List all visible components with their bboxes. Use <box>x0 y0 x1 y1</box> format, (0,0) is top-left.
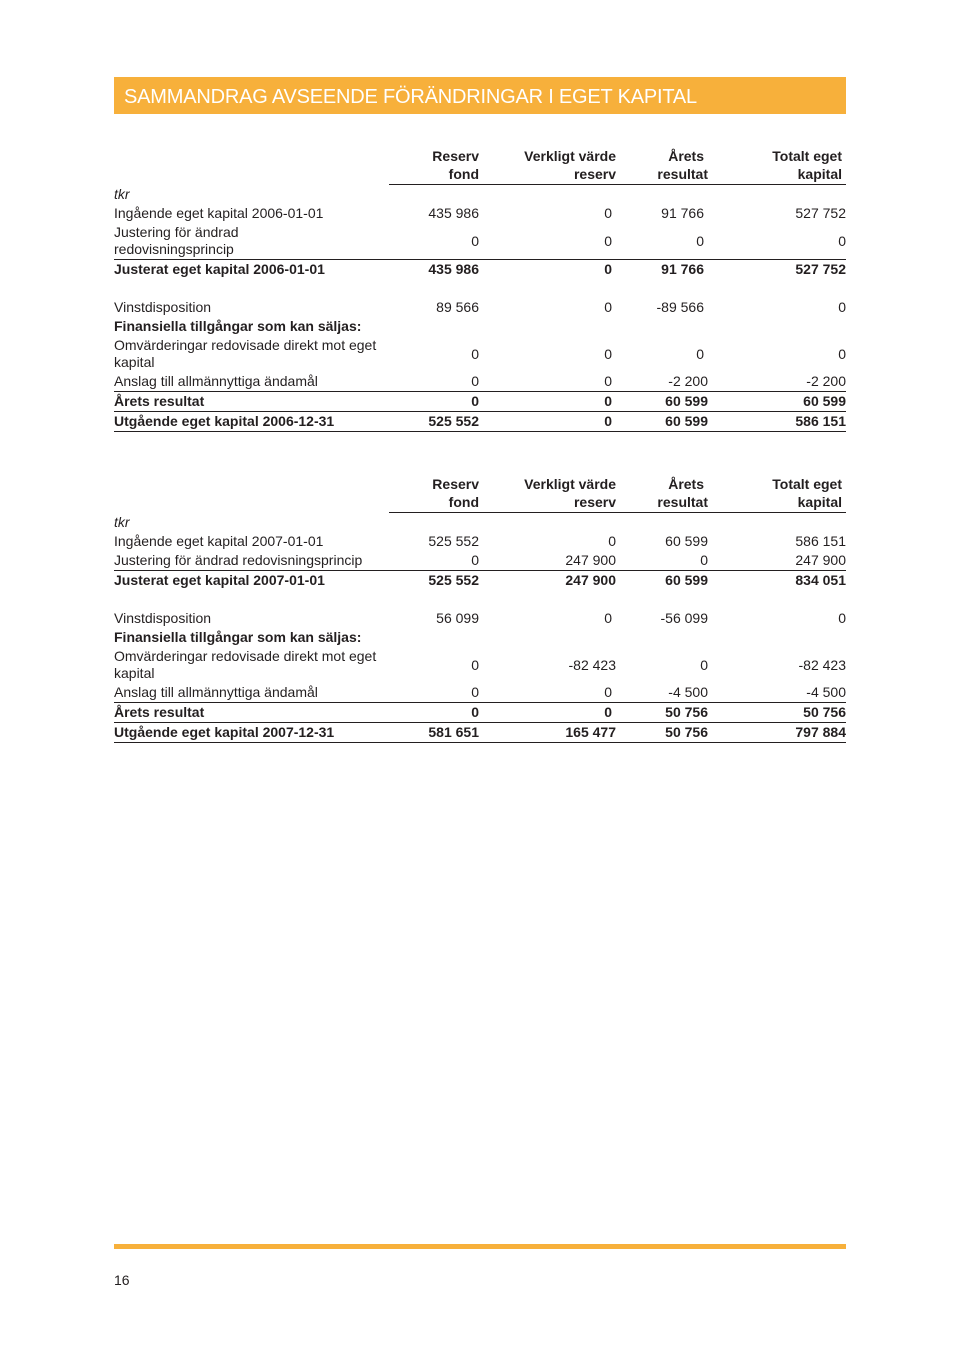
footer-rule <box>114 1244 846 1249</box>
cell-totalt: 0 <box>838 610 846 626</box>
row-label: Finansiella tillgångar som kan säljas: <box>114 318 362 334</box>
cell-arets: 60 599 <box>665 572 708 588</box>
cell-totalt: 797 884 <box>708 723 846 743</box>
cell-verkligt: 247 900 <box>565 572 616 588</box>
cell-verkligt: 0 <box>604 261 612 277</box>
cell-arets: 0 <box>616 551 708 571</box>
cell-reserv: 435 986 <box>428 205 479 221</box>
header-reserv-line1: Reserv <box>432 148 479 164</box>
table-row <box>114 609 846 628</box>
cell-arets: -2 200 <box>616 372 708 392</box>
row-label: Anslag till allmännyttiga ändamål <box>114 372 389 392</box>
cell-arets: 91 766 <box>661 205 704 221</box>
table-row <box>114 392 846 412</box>
row-label: Utgående eget kapital 2006-12-31 <box>114 412 389 432</box>
cell-totalt: 60 599 <box>708 392 846 412</box>
table-row <box>114 532 846 551</box>
cell-totalt: -2 200 <box>708 372 846 392</box>
cell-totalt: 586 151 <box>708 412 846 432</box>
header-reserv-line1: Reserv <box>432 476 479 492</box>
cell-verkligt: 0 <box>604 610 612 626</box>
header-arets-line1: Årets <box>668 148 704 164</box>
cell-totalt: 50 756 <box>708 703 846 723</box>
cell-arets: 60 599 <box>616 392 708 412</box>
table-row <box>114 204 846 223</box>
table-row <box>114 551 846 571</box>
cell-reserv: 0 <box>471 656 479 673</box>
cell-verkligt: -82 423 <box>568 656 616 673</box>
cell-reserv: 525 552 <box>389 412 479 432</box>
cell-reserv: 89 566 <box>436 299 479 315</box>
section-title: SAMMANDRAG AVSEENDE FÖRÄNDRINGAR I EGET KAPITAL <box>124 86 697 108</box>
unit-label: tkr <box>114 514 130 530</box>
cell-totalt: 0 <box>838 299 846 315</box>
cell-arets: 0 <box>700 656 708 673</box>
row-label <box>114 647 389 683</box>
header-totalt-line1: Totalt eget <box>772 148 842 164</box>
cell-totalt: 527 752 <box>795 205 846 221</box>
cell-totalt: 0 <box>838 345 846 362</box>
cell-verkligt: 0 <box>479 683 616 703</box>
table-row <box>114 317 846 336</box>
cell-verkligt: 0 <box>608 533 616 549</box>
cell-arets: -56 099 <box>660 610 708 626</box>
row-label: Justering för ändrad redovisningsprincip <box>114 551 389 571</box>
row-label <box>114 223 389 260</box>
cell-verkligt: 0 <box>479 223 616 260</box>
header-blank <box>114 474 389 493</box>
header-reserv-line2: fond <box>389 165 479 185</box>
row-label-text: Justering för ändrad redovisningsprincip <box>114 224 239 257</box>
cell-reserv: 525 552 <box>428 533 479 549</box>
row-label-text: Omvärderingar redovisade direkt mot eget kapital <box>114 648 377 681</box>
equity-table <box>114 474 846 743</box>
header-arets-line2: resultat <box>616 165 708 185</box>
cell-arets: -4 500 <box>616 683 708 703</box>
spacer <box>114 590 846 609</box>
cell-arets: 60 599 <box>665 533 708 549</box>
cell-arets: 50 756 <box>616 703 708 723</box>
cell-verkligt: 247 900 <box>479 551 616 571</box>
cell-totalt: 834 051 <box>795 572 846 588</box>
cell-reserv: 56 099 <box>436 610 479 626</box>
equity-table-2007 <box>114 474 846 743</box>
cell-totalt: -82 423 <box>798 656 846 673</box>
table-row <box>114 223 846 260</box>
table-row <box>114 703 846 723</box>
header-blank <box>114 146 389 165</box>
row-label: Vinstdisposition <box>114 610 212 626</box>
cell-totalt: 586 151 <box>795 533 846 549</box>
cell-arets: 0 <box>696 345 704 362</box>
cell-verkligt: 0 <box>604 299 612 315</box>
header-verkligt-line1: Verkligt värde <box>524 476 616 492</box>
cell-verkligt: 0 <box>479 372 616 392</box>
cell-verkligt: 0 <box>479 703 616 723</box>
header-blank <box>114 493 389 513</box>
spacer <box>114 279 846 298</box>
cell-totalt: 247 900 <box>708 551 846 571</box>
cell-totalt: -4 500 <box>708 683 846 703</box>
row-label: Justerat eget kapital 2006-01-01 <box>114 261 325 277</box>
row-label: Justerat eget kapital 2007-01-01 <box>114 572 325 588</box>
row-label: Ingående eget kapital 2006-01-01 <box>114 205 324 221</box>
cell-reserv: 0 <box>389 223 479 260</box>
header-verkligt-line2: reserv <box>479 493 616 513</box>
cell-verkligt: 0 <box>604 205 612 221</box>
row-label: Utgående eget kapital 2007-12-31 <box>114 723 389 743</box>
cell-reserv: 0 <box>389 392 479 412</box>
cell-totalt: 0 <box>708 223 846 260</box>
table-row <box>114 412 846 432</box>
cell-verkligt: 0 <box>479 392 616 412</box>
cell-verkligt: 0 <box>604 345 612 362</box>
table-row <box>114 683 846 703</box>
header-arets-line2: resultat <box>616 493 708 513</box>
header-totalt-line2: kapital <box>708 493 846 513</box>
header-reserv-line2: fond <box>389 493 479 513</box>
cell-reserv: 0 <box>389 703 479 723</box>
header-blank <box>114 165 389 185</box>
cell-arets: 50 756 <box>616 723 708 743</box>
table-row <box>114 628 846 647</box>
row-label-text: Omvärderingar redovisade direkt mot eget kapital <box>114 337 377 370</box>
header-totalt-line2: kapital <box>708 165 846 185</box>
equity-table <box>114 146 846 432</box>
header-verkligt-line2: reserv <box>479 165 616 185</box>
cell-arets: -89 566 <box>656 299 704 315</box>
row-label: Årets resultat <box>114 392 389 412</box>
cell-reserv: 0 <box>471 345 479 362</box>
cell-verkligt: 165 477 <box>479 723 616 743</box>
cell-reserv: 0 <box>389 683 479 703</box>
cell-arets: 60 599 <box>616 412 708 432</box>
cell-arets: 91 766 <box>661 261 704 277</box>
header-totalt-line1: Totalt eget <box>772 476 842 492</box>
cell-verkligt: 0 <box>479 412 616 432</box>
page-number: 16 <box>114 1272 130 1288</box>
table-row <box>114 260 846 280</box>
cell-reserv: 525 552 <box>428 572 479 588</box>
row-label: Vinstdisposition <box>114 299 212 315</box>
cell-totalt: 527 752 <box>795 261 846 277</box>
equity-table-2006 <box>114 146 846 432</box>
unit-label: tkr <box>114 186 130 202</box>
row-label: Anslag till allmännyttiga ändamål <box>114 683 389 703</box>
cell-arets: 0 <box>616 223 708 260</box>
cell-reserv: 0 <box>389 551 479 571</box>
table-row <box>114 372 846 392</box>
cell-reserv: 435 986 <box>428 261 479 277</box>
header-verkligt-line1: Verkligt värde <box>524 148 616 164</box>
row-label: Ingående eget kapital 2007-01-01 <box>114 533 324 549</box>
row-label: Årets resultat <box>114 703 389 723</box>
table-row <box>114 647 846 683</box>
table-row <box>114 298 846 317</box>
section-title-banner <box>114 77 846 114</box>
table-row <box>114 336 846 372</box>
table-row <box>114 723 846 743</box>
row-label <box>114 336 389 372</box>
row-label: Finansiella tillgångar som kan säljas: <box>114 629 362 645</box>
cell-reserv: 581 651 <box>389 723 479 743</box>
cell-reserv: 0 <box>389 372 479 392</box>
table-row <box>114 571 846 591</box>
header-arets-line1: Årets <box>668 476 704 492</box>
